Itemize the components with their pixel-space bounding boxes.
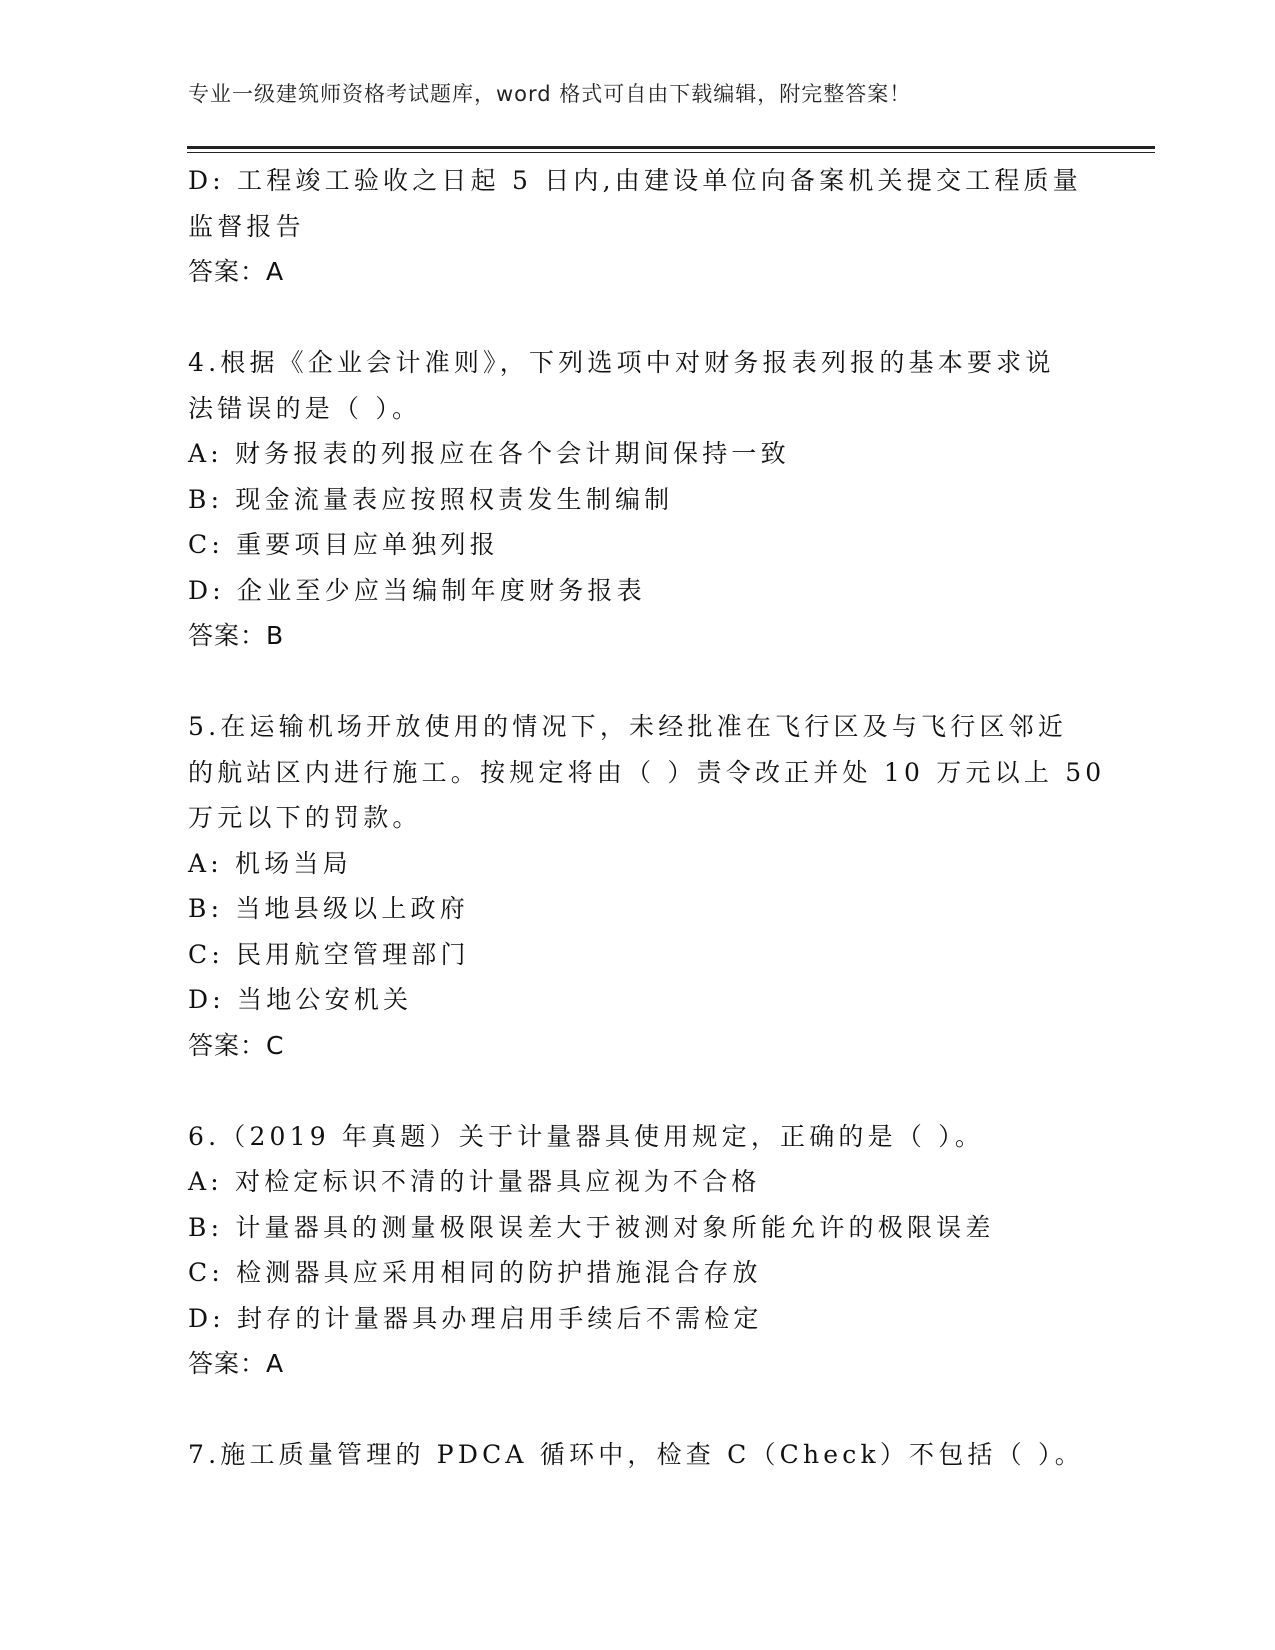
option-a: A: 财务报表的列报应在各个会计期间保持一致: [188, 439, 790, 468]
option-b: B: 现金流量表应按照权责发生制编制: [188, 484, 674, 514]
question-stem: 6.（2019 年真题）关于计量器具使用规定，正确的是（ ）。: [188, 1121, 985, 1151]
option-d: D: 工程竣工验收之日起 5 日内,由建设单位向备案机关提交工程质量: [188, 166, 1082, 195]
question-list: [188, 158, 1106, 1478]
spacer: [188, 295, 1088, 341]
option-b: B: 计量器具的测量极限误差大于被测对象所能允许的极限误差: [188, 1212, 995, 1242]
header-rule-thick: [187, 146, 1155, 149]
question-stem: 7.施工质量管理的 PDCA 循环中，检查 C（Check）不包括（ ）。: [188, 1440, 1084, 1469]
question-3-continued: [188, 158, 1088, 295]
option-c: C: 检测器具应采用相同的防护措施混合存放: [188, 1258, 762, 1287]
answer: 答案：C: [188, 1030, 285, 1060]
option-d: D: 封存的计量器具办理启用手续后不需检定: [188, 1303, 763, 1333]
option-c: C: 重要项目应单独列报: [188, 530, 499, 559]
header-rule-thin: [187, 152, 1155, 153]
question-stem-continued: 万元以下的罚款。: [188, 803, 422, 832]
option-d: D: 企业至少应当编制年度财务报表: [188, 575, 646, 605]
option-a: A: 机场当局: [188, 848, 352, 878]
page-header: 专业一级建筑师资格考试题库，word 格式可自由下载编辑，附完整答案！: [188, 82, 912, 106]
question-stem: 4.根据《企业会计准则》，下列选项中对财务报表列报的基本要求说: [188, 348, 1055, 377]
option-a: A: 对检定标识不清的计量器具应视为不合格: [188, 1167, 761, 1196]
option-b: B: 当地县级以上政府: [188, 894, 469, 923]
question-stem-continued: 法错误的是（ ）。: [188, 393, 422, 423]
question-stem: 5.在运输机场开放使用的情况下，未经批准在飞行区及与飞行区邻近: [188, 712, 1068, 741]
answer: 答案：A: [188, 257, 285, 286]
spacer: [188, 1068, 1088, 1114]
option-d: D: 当地公安机关: [188, 985, 413, 1014]
question-4: [188, 340, 1088, 659]
question-6: [188, 1114, 1088, 1387]
spacer: [188, 659, 1088, 705]
question-7: [188, 1432, 1088, 1478]
answer: 答案：B: [188, 621, 285, 650]
option-c: C: 民用航空管理部门: [188, 939, 470, 969]
question-stem-continued: 的航站区内进行施工。按规定将由（ ）责令改正并处 10 万元以上 50: [188, 757, 1106, 787]
option-d-continued: 监督报告: [188, 211, 305, 241]
question-5: [188, 704, 1106, 1068]
spacer: [188, 1387, 1088, 1433]
answer: 答案：A: [188, 1349, 285, 1378]
